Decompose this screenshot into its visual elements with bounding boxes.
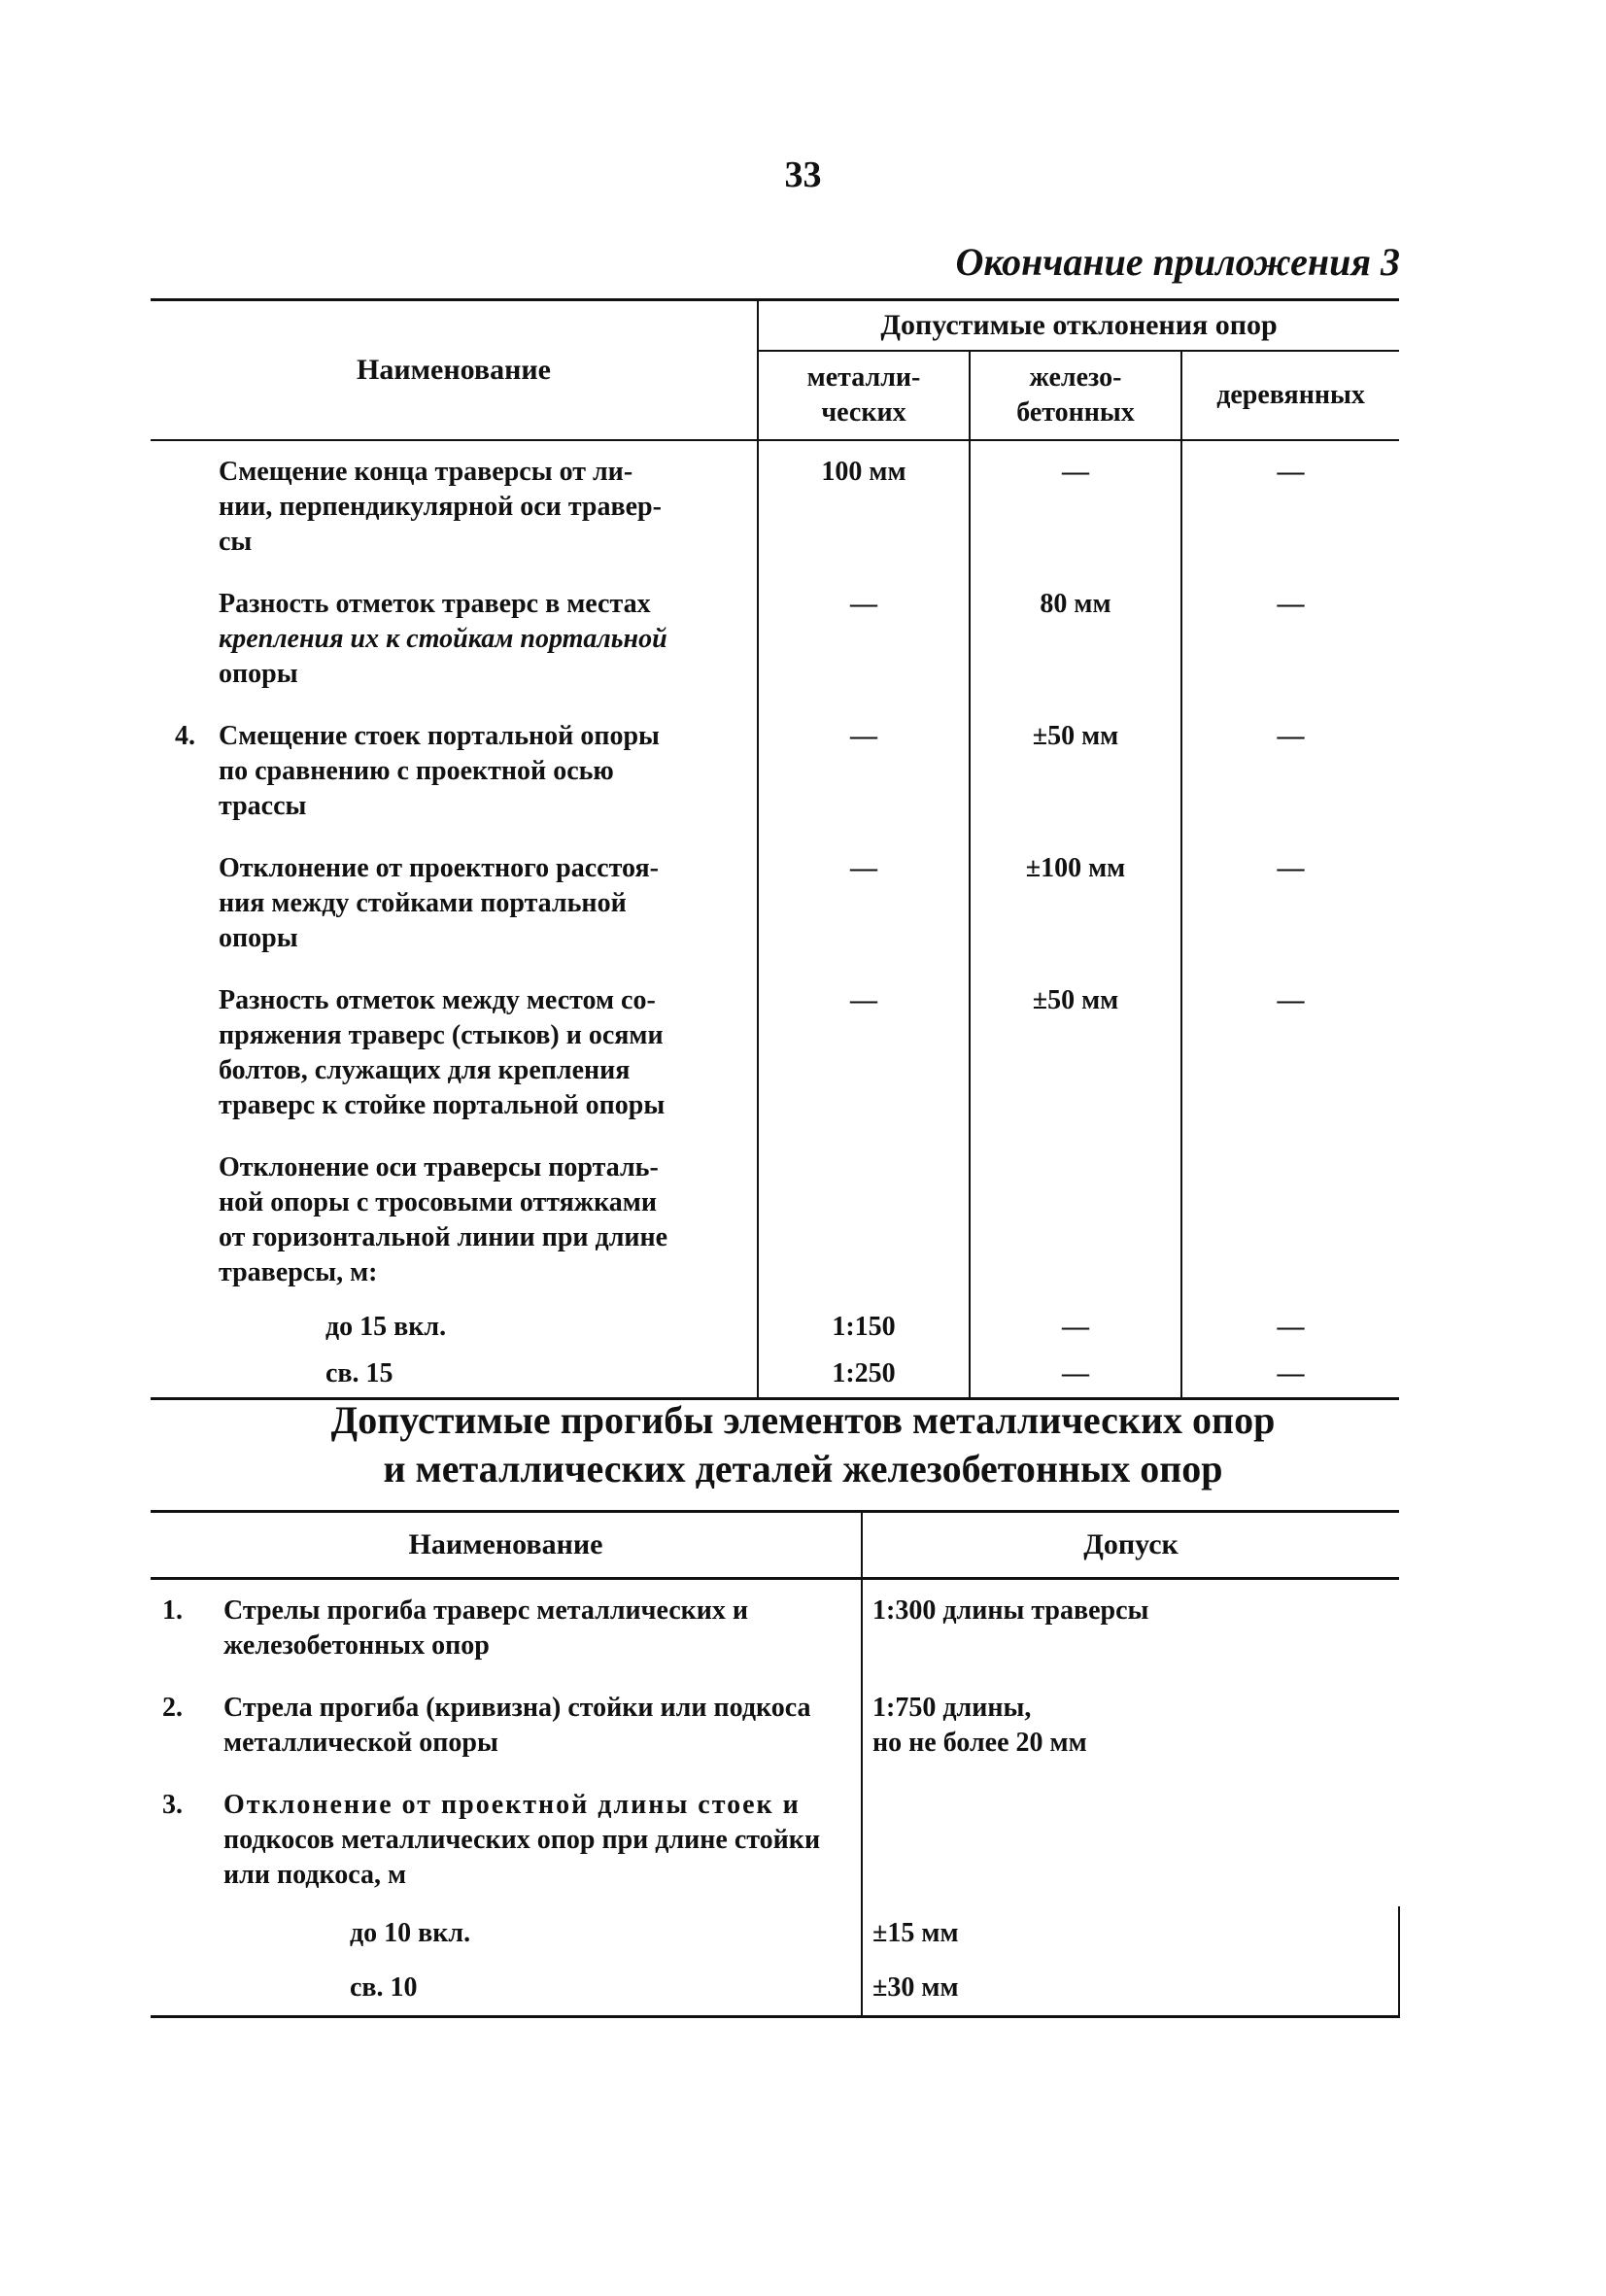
table-row [151,1774,1399,1906]
desc-line: подкосов металлических опор при длине стойки [223,1825,821,1855]
row-number-empty [151,1304,209,1351]
subrow-label: св. 10 [223,1961,862,2017]
cell-wood: — [1277,589,1305,619]
tolerance-line: но не более 20 мм [872,1728,1087,1758]
cell-metal [758,1137,970,1304]
table-row [151,1677,1399,1774]
table-row [151,838,1399,970]
cell-wood: — [1277,457,1305,487]
cell-wood: — [1277,853,1305,883]
table-row [151,573,1399,705]
cell-concrete: 80 мм [970,573,1181,705]
table-row [151,1137,1399,1304]
desc-line: ной опоры с тросовыми оттяжками [219,1187,657,1217]
desc-line: железобетонных опор [223,1630,490,1661]
row-number: 3. [162,1790,183,1820]
header-metal-line: металли- [806,362,921,393]
table-header-row [151,1512,1399,1579]
desc-line: Смещение стоек портальной опоры [219,721,660,751]
cell-tolerance: ±30 мм [862,1961,1399,2017]
desc-line: Отклонение оси траверсы порталь- [219,1152,659,1182]
header-concrete [970,351,1181,440]
desc-line: трассы [219,791,307,821]
table-subrow [151,1906,1399,1961]
cell-concrete: ±100 мм [970,838,1181,970]
cell-concrete: ±50 мм [970,970,1181,1137]
header-name: Наименование [151,300,758,441]
row-description [209,970,758,1137]
row-description [209,705,758,838]
cell-wood: — [1277,1358,1305,1388]
cell-wood: — [1277,721,1305,751]
subrow-label: до 10 вкл. [223,1906,862,1961]
deviations-table [151,298,1399,1400]
desc-line: или подкоса, м [223,1860,407,1890]
row-number [151,573,209,705]
desc-line: по сравнению с проектной осью [219,756,614,786]
subrow-label: св. 15 [209,1351,758,1399]
desc-line: Стрела прогиба (кривизна) стойки или подкоса [223,1693,811,1723]
desc-line: металлической опоры [223,1728,498,1758]
deflections-table [151,1510,1400,2018]
desc-line: опоры [219,659,298,689]
row-number [151,1137,209,1304]
desc-line: Отклонение от проектной длины стоек и [223,1790,801,1820]
cell-concrete: — [970,440,1181,573]
header-wood: деревянных [1181,351,1399,440]
row-description [223,1774,862,1906]
table-row [151,970,1399,1137]
cell-tolerance [862,1579,1399,1678]
row-number: 2. [162,1693,183,1723]
cell-wood: — [1277,985,1305,1015]
subrow-label: до 15 вкл. [209,1304,758,1351]
desc-line: траверс к стойке портальной опоры [219,1090,666,1120]
tolerance-line: 1:300 длины траверсы [872,1595,1149,1626]
header-metal [758,351,970,440]
table-row [151,1579,1399,1678]
desc-line: Разность отметок между местом со- [219,985,656,1015]
table-header-row [151,300,1399,352]
cell-wood: — [1277,1312,1305,1342]
row-description [209,838,758,970]
cell-concrete: — [970,1304,1181,1351]
desc-line: пряжения траверс (стыков) и осями [219,1020,664,1050]
cell-concrete [970,1137,1181,1304]
desc-line: опоры [219,923,298,953]
desc-line: Отклонение от проектного расстоя- [219,853,659,883]
cell-concrete: ±50 мм [970,705,1181,838]
cell-tolerance [862,1774,1399,1906]
cell-concrete: — [970,1351,1181,1399]
desc-line: нии, перпендикулярной оси травер- [219,492,662,522]
cell-metal: — [758,705,970,838]
row-description [209,440,758,573]
row-number: 1. [162,1595,183,1626]
header-tolerance: Допуск [862,1512,1399,1579]
section-title [0,1396,1606,1493]
cell-metal: 1:250 [758,1351,970,1399]
cell-tolerance [862,1677,1399,1774]
table-subrow [151,1304,1399,1351]
desc-line: от горизонтальной линии при длине [219,1222,668,1252]
table-row [151,705,1399,838]
tolerance-line: 1:750 длины, [872,1693,1032,1723]
desc-line: Смещение конца траверсы от ли- [219,457,633,487]
appendix-note: Окончание приложения 3 [955,240,1400,284]
row-description [209,1137,758,1304]
desc-line: болтов, служащих для крепления [219,1055,631,1085]
desc-line: Стрелы прогиба траверс металлических и [223,1595,749,1626]
row-number [151,970,209,1137]
header-concrete-line: железо- [1029,362,1122,393]
row-description [223,1579,862,1678]
table-subrow [151,1351,1399,1399]
row-number-empty [151,1351,209,1399]
row-number-empty [151,1961,223,2017]
section-title-line: Допустимые прогибы элементов металлических опор [330,1398,1276,1442]
cell-metal: — [758,970,970,1137]
row-number [151,838,209,970]
cell-metal: — [758,838,970,970]
header-metal-line: ческих [821,397,906,428]
desc-line: крепления их к стойкам портальной [219,624,667,654]
desc-line: ния между стойками портальной [219,888,627,918]
row-number: 4. [175,721,195,751]
header-group: Допустимые отклонения опор [758,300,1399,352]
row-description [223,1677,862,1774]
cell-tolerance: ±15 мм [862,1906,1399,1961]
cell-metal: 100 мм [758,440,970,573]
section-title-line: и металлических деталей железобетонных опор [383,1447,1223,1491]
table-row [151,440,1399,573]
cell-wood [1181,1137,1399,1304]
header-name: Наименование [151,1512,862,1579]
row-number-empty [151,1906,223,1961]
desc-line: сы [219,527,253,557]
page-number: 33 [784,154,822,195]
header-concrete-line: бетонных [1016,397,1135,428]
row-number [151,440,209,573]
table-subrow [151,1961,1399,2017]
cell-metal: — [758,573,970,705]
desc-line: траверсы, м: [219,1257,378,1287]
cell-metal: 1:150 [758,1304,970,1351]
row-description [209,573,758,705]
desc-line: Разность отметок траверс в местах [219,589,651,619]
